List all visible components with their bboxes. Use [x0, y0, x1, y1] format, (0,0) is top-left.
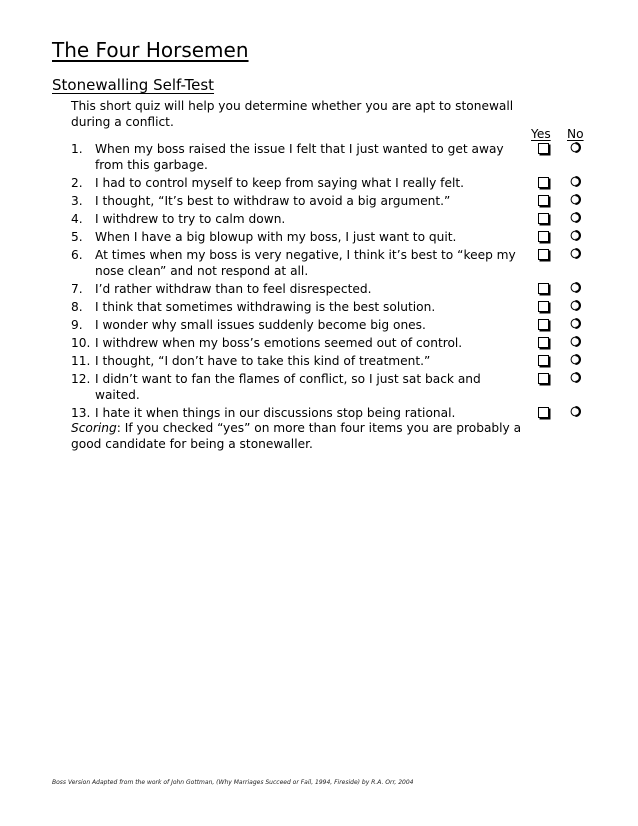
question-row — [71, 334, 591, 352]
question-text: I had to control myself to keep from saying what I really felt. — [95, 176, 464, 190]
question-row — [71, 352, 591, 370]
yes-checkbox-icon[interactable] — [538, 249, 549, 260]
question-text: I hate it when things in our discussions stop being rational. — [95, 406, 456, 420]
yes-column-header: Yes — [531, 127, 551, 141]
no-radio-icon[interactable] — [570, 212, 581, 223]
question-row — [71, 228, 591, 246]
no-radio-icon[interactable] — [570, 372, 581, 383]
question-list — [71, 140, 591, 422]
question-number: 6. — [71, 248, 83, 262]
question-text: I think that sometimes withdrawing is the best solution. — [95, 300, 436, 314]
question-text: I thought, “I don’t have to take this kind of treatment.” — [95, 354, 431, 368]
question-row — [71, 280, 591, 298]
no-radio-icon[interactable] — [570, 248, 581, 259]
yes-checkbox-icon[interactable] — [538, 283, 549, 294]
yes-checkbox-icon[interactable] — [538, 195, 549, 206]
yes-checkbox-icon[interactable] — [538, 319, 549, 330]
no-radio-icon[interactable] — [570, 354, 581, 365]
no-radio-icon[interactable] — [570, 142, 581, 153]
question-text: When I have a big blowup with my boss, I just want to quit. — [95, 230, 457, 244]
question-number: 4. — [71, 212, 83, 226]
question-text: When my boss raised the issue I felt that I just wanted to get away from this garbage. — [95, 142, 504, 172]
yes-checkbox-icon[interactable] — [538, 337, 549, 348]
yes-checkbox-icon[interactable] — [538, 355, 549, 366]
question-number: 7. — [71, 282, 83, 296]
question-text: I wonder why small issues suddenly become big ones. — [95, 318, 426, 332]
scoring-note — [71, 420, 551, 452]
scoring-label: Scoring — [71, 421, 117, 435]
no-radio-icon[interactable] — [570, 176, 581, 187]
no-radio-icon[interactable] — [570, 336, 581, 347]
footer-credit: Boss Version Adapted from the work of John Gottman, (Why Marriages Succeed or Fail, 1994, Fireside) by R.A. Orr, 2004 — [52, 779, 414, 786]
question-number: 9. — [71, 318, 83, 332]
yes-checkbox-icon[interactable] — [538, 177, 549, 188]
yes-checkbox-icon[interactable] — [538, 213, 549, 224]
question-number: 8. — [71, 300, 83, 314]
question-row — [71, 370, 591, 404]
question-number: 10. — [71, 336, 91, 350]
yes-checkbox-icon[interactable] — [538, 231, 549, 242]
question-row — [71, 192, 591, 210]
section-title: Stonewalling Self-Test — [52, 76, 215, 94]
question-number: 13. — [71, 406, 91, 420]
question-text: I’d rather withdraw than to feel disrespected. — [95, 282, 372, 296]
question-row — [71, 174, 591, 192]
no-radio-icon[interactable] — [570, 300, 581, 311]
question-number: 11. — [71, 354, 91, 368]
intro-text: This short quiz will help you determine whether you are apt to stonewall during a conflict. — [71, 99, 514, 129]
question-row — [71, 210, 591, 228]
no-radio-icon[interactable] — [570, 230, 581, 241]
yes-checkbox-icon[interactable] — [538, 407, 549, 418]
question-text: At times when my boss is very negative, I think it’s best to “keep my nose clean” and not respond at all. — [95, 248, 516, 278]
question-row — [71, 316, 591, 334]
no-radio-icon[interactable] — [570, 406, 581, 417]
no-radio-icon[interactable] — [570, 194, 581, 205]
question-row — [71, 140, 591, 174]
no-radio-icon[interactable] — [570, 318, 581, 329]
question-row — [71, 246, 591, 280]
question-text: I withdrew when my boss’s emotions seemed out of control. — [95, 336, 463, 350]
question-number: 5. — [71, 230, 83, 244]
yes-checkbox-icon[interactable] — [538, 143, 549, 154]
question-text: I didn’t want to fan the flames of conflict, so I just sat back and waited. — [95, 372, 481, 402]
scoring-text: : If you checked “yes” on more than four items you are probably a good candidate for being a stonewaller. — [71, 421, 522, 451]
question-text: I withdrew to try to calm down. — [95, 212, 286, 226]
question-number: 1. — [71, 142, 83, 156]
question-number: 3. — [71, 194, 83, 208]
question-text: I thought, “It’s best to withdraw to avoid a big argument.” — [95, 194, 451, 208]
question-row — [71, 298, 591, 316]
question-number: 2. — [71, 176, 83, 190]
no-radio-icon[interactable] — [570, 282, 581, 293]
no-column-header: No — [567, 127, 584, 141]
question-number: 12. — [71, 372, 91, 386]
yes-checkbox-icon[interactable] — [538, 301, 549, 312]
document-title: The Four Horsemen — [52, 38, 249, 62]
yes-checkbox-icon[interactable] — [538, 373, 549, 384]
